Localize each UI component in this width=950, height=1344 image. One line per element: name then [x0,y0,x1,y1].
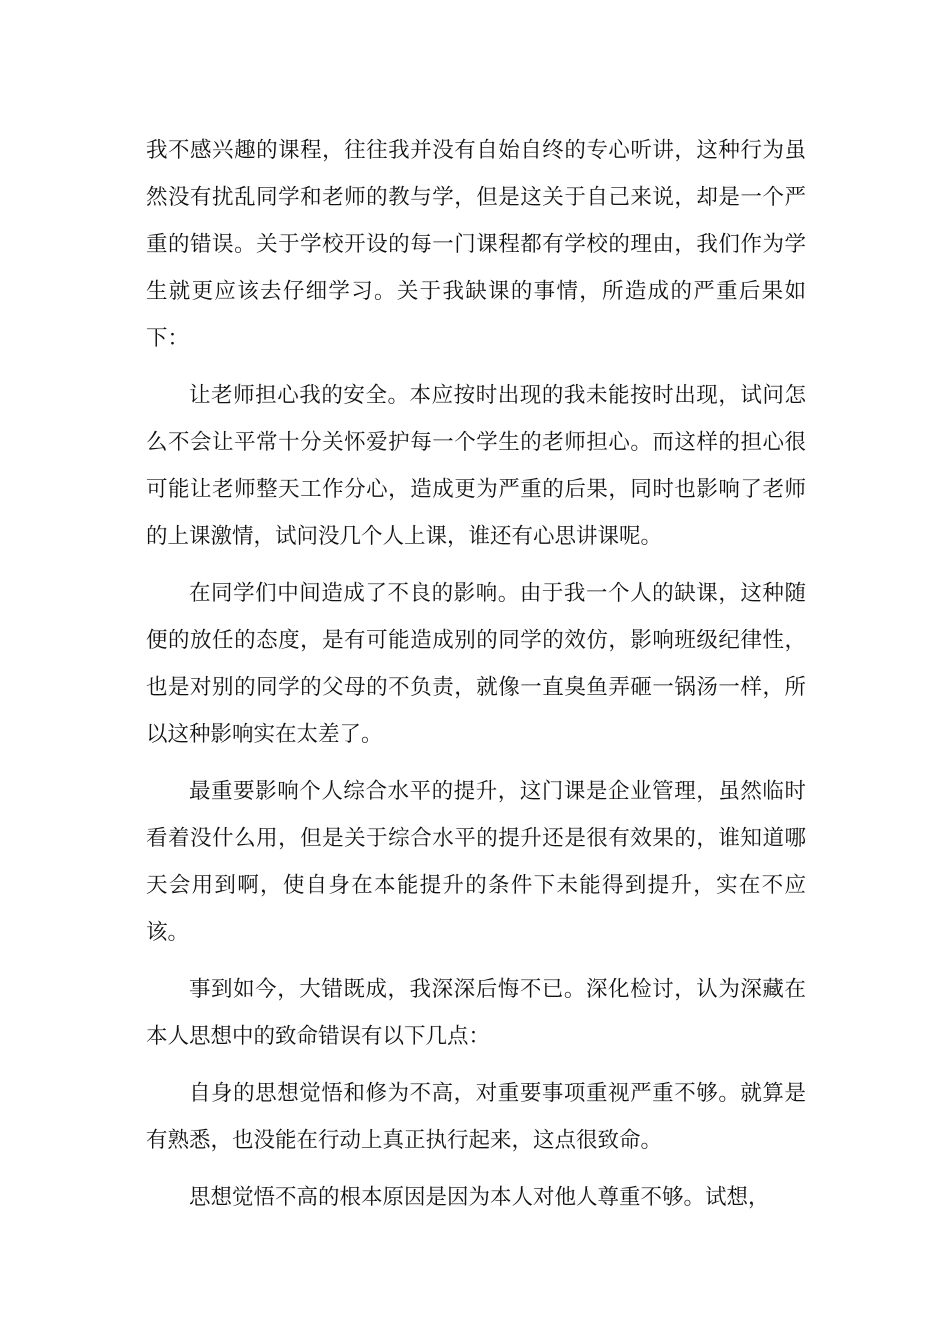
paragraph-2: 让老师担心我的安全。本应按时出现的我未能按时出现，试问怎么不会让平常十分关怀爱护每一个学生的老师担心。而这样的担心很可能让老师整天工作分心，造成更为严重的后果，同时也影响了老师的上课激情，试问没几个人上课，谁还有心思讲课呢。 [146,383,806,549]
paragraph-6: 自身的思想觉悟和修为不高，对重要事项重视严重不够。就算是有熟悉，也没能在行动上真正执行起来，这点很致命。 [146,1081,806,1153]
paragraph-3: 在同学们中间造成了不良的影响。由于我一个人的缺课，这种随便的放任的态度，是有可能造成别的同学的效仿，影响班级纪律性，也是对别的同学的父母的不负责，就像一直臭鱼弄砸一锅汤一样，所以这种影响实在太差了。 [146,581,806,747]
document-body [146,127,806,1231]
paragraph-7: 思想觉悟不高的根本原因是因为本人对他人尊重不够。试想， [189,1185,770,1210]
paragraph-5: 事到如今，大错既成，我深深后悔不已。深化检讨，认为深藏在本人思想中的致命错误有以下几点： [146,977,806,1049]
paragraph-4: 最重要影响个人综合水平的提升，这门课是企业管理，虽然临时看着没什么用，但是关于综合水平的提升还是很有效果的，谁知道哪天会用到啊，使自身在本能提升的条件下未能得到提升，实在不应该。 [146,779,806,945]
paragraph-1: 我不感兴趣的课程，往往我并没有自始自终的专心听讲，这种行为虽然没有扰乱同学和老师的教与学，但是这关于自己来说，却是一个严重的错误。关于学校开设的每一门课程都有学校的理由，我们作为学生就更应该去仔细学习。关于我缺课的事情，所造成的严重后果如下： [146,138,806,351]
